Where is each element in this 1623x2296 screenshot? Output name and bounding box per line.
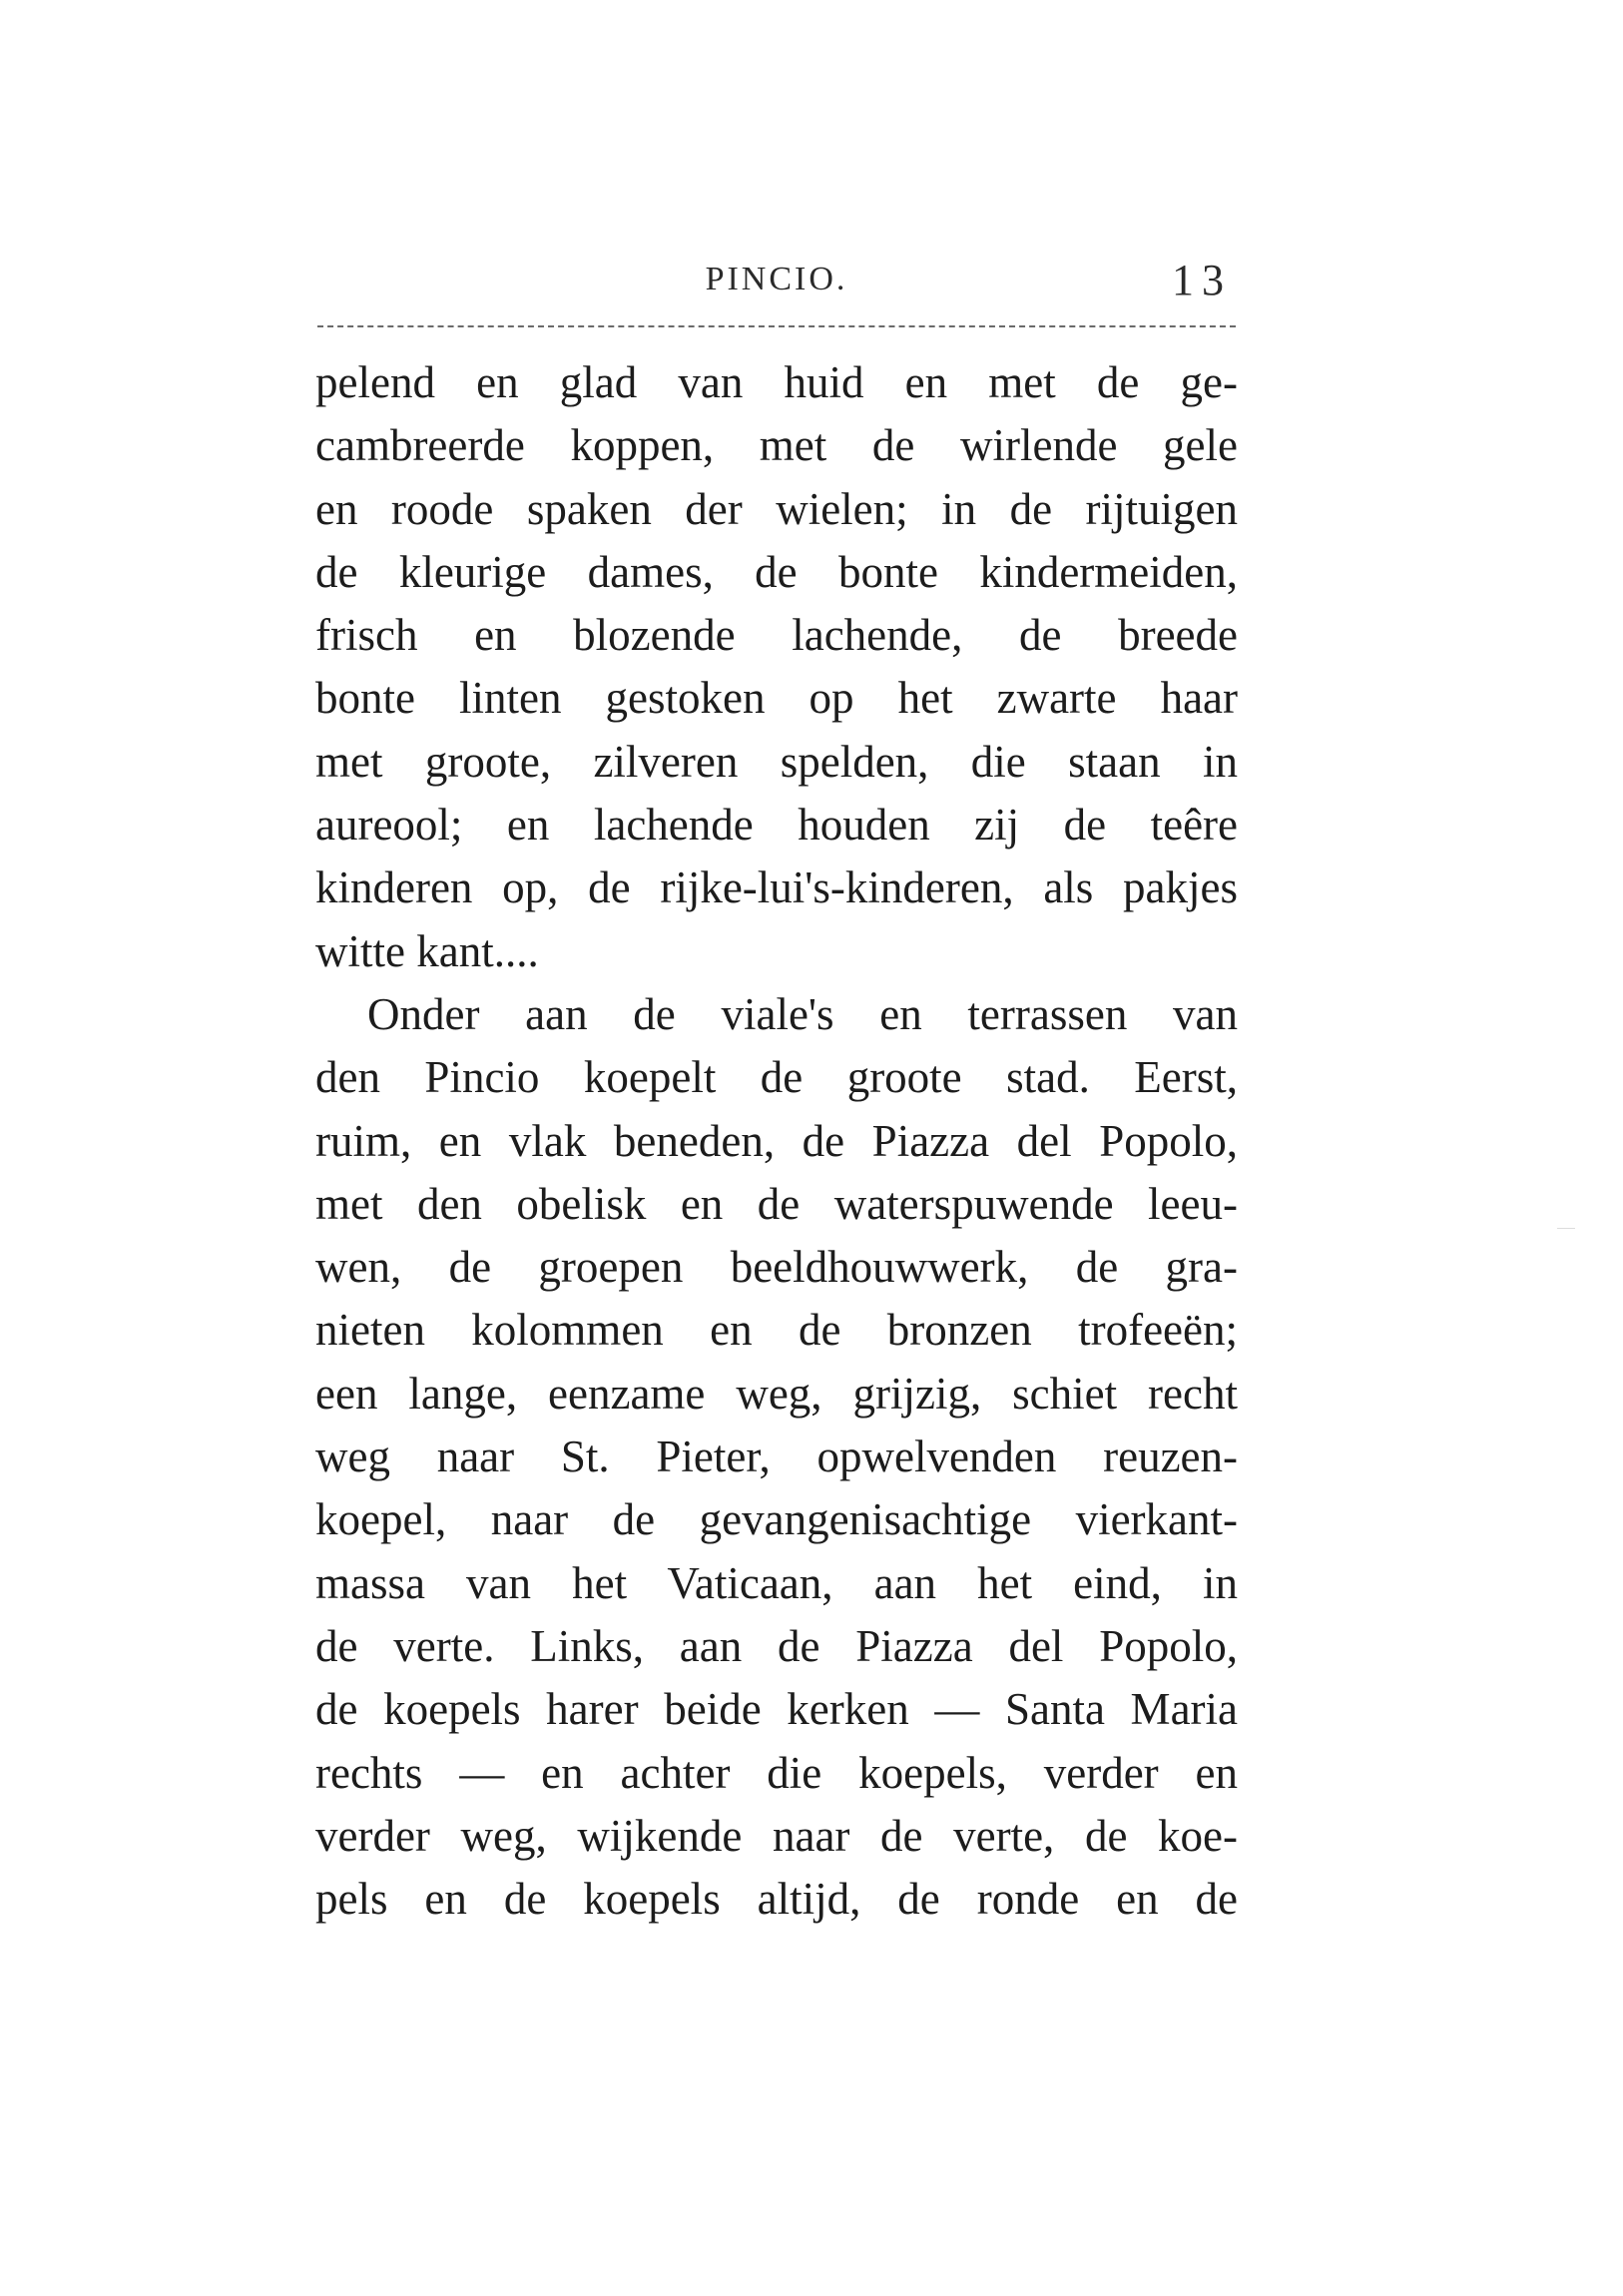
text-line: den Pincio koepelt de groote stad. Eerst, [315,1052,1238,1103]
text-line: cambreerde koppen, met de wirlende gele [315,420,1238,471]
text-line: weg naar St. Pieter, opwelvenden reuzen- [315,1432,1238,1482]
running-head [317,255,1236,314]
text-line: Onder aan de viale's en terrassen van [367,988,1238,1039]
text-line: rechts — en achter die koepels, verder en [315,1747,1238,1798]
paragraph-2 [315,983,1238,1931]
text-line: aureool; en lachende houden zij de teêre [315,800,1238,851]
text-line: een lange, eenzame weg, grijzig, schiet recht [315,1368,1238,1419]
text-line: met groote, zilveren spelden, die staan in [315,736,1238,787]
margin-speck [1557,1228,1575,1229]
text-line: de kleurige dames, de bonte kindermeiden, [315,546,1238,597]
page-number: 13 [1172,256,1232,304]
paragraph-1 [315,351,1238,983]
text-line: frisch en blozende lachende, de breede [315,610,1238,661]
text-line: massa van het Vaticaan, aan het eind, in [315,1557,1238,1608]
text-line: pelend en glad van huid en met de ge- [315,357,1238,407]
text-line: koepel, naar de gevangenisachtige vierkant- [315,1494,1238,1545]
text-line: witte kant.... [315,925,539,976]
text-line: en roode spaken der wielen; in de rijtuigen [315,483,1238,534]
text-line: de koepels harer beide kerken — Santa Maria [315,1684,1238,1735]
text-line: kinderen op, de rijke-lui's-kinderen, als pakjes [315,862,1238,913]
text-line: de verte. Links, aan de Piazza del Popolo, [315,1620,1238,1671]
text-line: pels en de koepels altijd, de ronde en de [315,1874,1238,1925]
text-line: wen, de groepen beeldhouwwerk, de gra- [315,1242,1238,1293]
text-line: nieten kolommen en de bronzen trofeeën; [315,1305,1238,1356]
body-text [315,351,1238,1931]
header-rule [317,325,1236,327]
text-line: ruim, en vlak beneden, de Piazza del Popolo, [315,1115,1238,1166]
running-title: PINCIO. [705,261,848,297]
text-line: verder weg, wijkende naar de verte, de koe- [315,1810,1238,1861]
text-line: bonte linten gestoken op het zwarte haar [315,673,1238,724]
text-line: met den obelisk en de waterspuwende leeu- [315,1178,1238,1229]
